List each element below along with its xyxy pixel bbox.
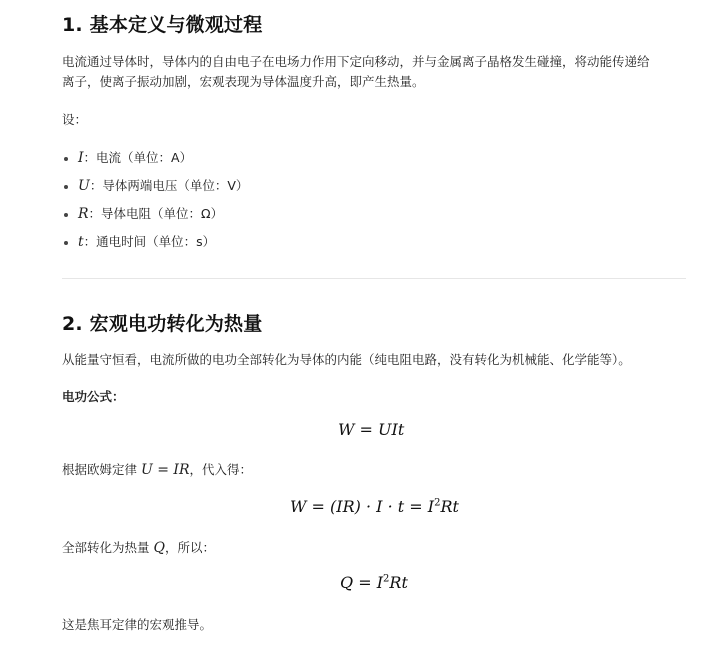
section-divider [62,278,686,279]
eq2-equals-2: = [409,497,423,516]
bullet-dot [64,213,68,217]
eq1-equals: = [359,420,373,439]
def-text: ：电流（单位：A） [83,150,193,165]
ohm-suffix: ，代入得： [189,462,253,477]
section1-para-line1: 电流通过导体时，导体内的自由电子在电场力作用下定向移动，并与金属离子晶格发生碰撞，将动能传递给 [62,54,650,69]
eq2-rhs-exp: 2 [434,497,441,509]
eq3-rhs-exp: 2 [383,573,390,585]
equation-substituted [290,497,459,516]
eq1-rhs: UIt [378,420,405,439]
eq3-rhs-tail: Rt [389,573,408,592]
let-label: 设： [62,112,88,127]
heat-line [62,538,215,558]
eq2-mid: (IR) · I · t [330,497,405,516]
section2-heading: 2. 宏观电功转化为热量 [62,313,263,335]
def-symbol: I [78,150,84,166]
formula-label: 电功公式： [62,389,125,404]
eq2-rhs-base: I [427,497,435,516]
bullet-dot [64,185,68,189]
heat-symbol: Q [153,540,165,556]
eq2-rhs-tail: Rt [440,497,459,516]
ohm-law-formula: U = IR [141,462,190,478]
bullet-dot [64,241,68,245]
eq2-lhs: W [290,497,307,516]
heat-prefix: 全部转化为热量 [62,540,150,555]
def-text: ：导体两端电压（单位：V） [89,178,249,193]
equation-electric-work [338,420,404,439]
eq1-lhs: W [338,420,355,439]
section2-intro: 从能量守恒看，电流所做的电功全部转化为导体的内能（纯电阻电路，没有转化为机械能、化学能等）。 [62,352,631,367]
eq2-equals: = [311,497,325,516]
eq3-lhs: Q [340,573,354,592]
eq3-rhs-base: I [376,573,384,592]
bullet-dot [64,157,68,161]
eq3-equals: = [358,573,372,592]
def-symbol: U [78,178,90,194]
heat-suffix: ，所以： [164,540,215,555]
conclusion: 这是焦耳定律的宏观推导。 [62,617,213,632]
ohm-law-line [62,460,252,480]
equation-joule-law [340,573,408,592]
def-text: ：通电时间（单位：s） [83,234,216,249]
def-symbol: R [78,206,89,222]
def-symbol: t [78,234,84,250]
ohm-prefix: 根据欧姆定律 [62,462,138,477]
def-text: ：导体电阻（单位：Ω） [88,206,224,221]
section1-para-line2: 离子，使离子振动加剧，宏观表现为导体温度升高，即产生热量。 [62,74,425,89]
section1-heading: 1. 基本定义与微观过程 [62,14,263,36]
